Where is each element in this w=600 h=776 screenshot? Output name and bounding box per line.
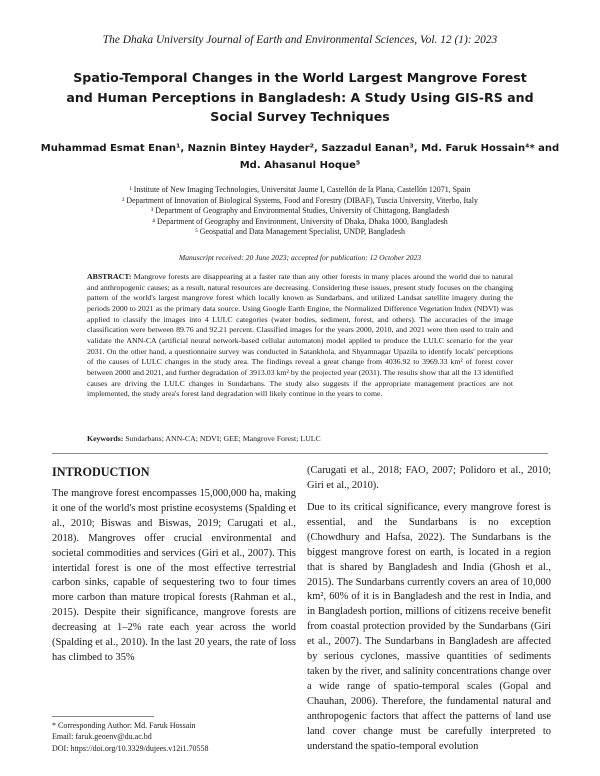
journal-header: The Dhaka University Journal of Earth and Environmental Sciences, Vol. 12 (1): 2023 <box>102 34 498 46</box>
affiliation-2: ² Department of Innovation of Biological Systems, Food and Forestry (DIBAF), Tuscia University, Viterbo, Italy <box>122 195 478 205</box>
footnote <box>52 720 302 754</box>
keywords-label: Keywords: <box>87 434 124 443</box>
corresponding-author: * Corresponding Author: Md. Faruk Hossain <box>52 721 196 730</box>
keywords <box>87 434 513 443</box>
section-divider <box>52 453 548 454</box>
section-heading-introduction: INTRODUCTION <box>52 465 150 479</box>
affiliation-3: ³ Department of Geography and Environmental Studies, University of Chittagong, Bangladesh <box>150 206 450 216</box>
abstract-text: Mangrove forests are disappearing at a faster rate than any other forests in many places around the world due to natural and anthropogenic causes; as a result, natural resources are decreasing. Considering these issues, present study focuses on the changing pattern of the world's largest mangrove forest which locally known as Sundarbans, and utilized Landsat satellite imagery during the periods 2000 to 2021 as the primary data source. Using Google Earth Engine, the Normalized Difference Vegetation Index (NDVI) was applied to classify the images into 4 LULC categories (water bodies, sediment, forest, and others). The accuracies of the image classification were between 89.76 and 92.21 percent. Classified images for the years 2000, 2010, and 2021 were then used to train and validate the ANN-CA (artificial neural network-based cellular automaton) model applied to produce the LULC scenario for the year 2031. On the other hand, a questionnaire survey was conducted in Satankhola, and Shyamnagar Upazila to identify locals' perceptions of the causes of LULC changes in the study area. The findings reveal a great change from 4036.92 to 3969.33 km² of forest cover between 2000 and 2021, and further degradation of 3913.03 km² by the projected year (2031). The results show that all the 13 identified causes are driving the LULC changes in Sundarbans. The study also suggests if the appropriate management practices are not implemented, the study area's forest land degradation will likely continue in the years to come. <box>87 272 513 399</box>
author-email: Email: faruk.geoenv@du.ac.bd <box>52 732 152 742</box>
affiliation-4: ⁴ Department of Geography and Environment, University of Dhaka, Dhaka 1000, Bangladesh <box>152 216 448 226</box>
affiliation-5: ⁵ Geospatial and Data Management Specialist, UNDP, Bangladesh <box>195 227 405 237</box>
keywords-text: Sundarbans; ANN-CA; NDVI; GEE; Mangrove Forest; LULC <box>123 434 321 443</box>
intro-left-column: The mangrove forest encompasses 15,000,000 ha, making it one of the world's most pristine ecosystems (Spalding et al., 2010; Biswas and Biswas, 2019; Carugati et al., 2018). Mangroves offer crucial environmental and societal commodities and services (Giri et al., 2007). This intertidal forest is one of the most effective terrestrial carbon sinks, capable of sequestering two to four times more carbon than mature tropical forests (Rahman et al., 2015). Despite their significance, mangrove forests are decreasing at 1–2% rate each year across the world (Spalding et al., 2010). In the last 20 years, the rate of loss has climbed to 35% <box>52 488 296 663</box>
author-list: Muhammad Esmat Enan¹, Naznin Bintey Hayder², Sazzadul Eanan³, Md. Faruk Hossain⁴* and Md. Ahasanul Hoque⁵ <box>40 143 560 171</box>
abstract-label: ABSTRACT: <box>87 272 132 281</box>
footnote-divider <box>52 716 154 717</box>
intro-right-column-paragraph: Due to its critical significance, every mangrove forest is essential, and the Sundarbans is no exception (Chowdhury and Hafsa, 2022). The Sundarbans is the biggest mangrove forest on earth, is located in a region that is shared by Bangladesh and India (Ghosh et al., 2015). The Sundarbans currently covers an area of 10,000 km², 60% of it is in Bangladesh and the rest in India, and in Bangladesh portion, millions of citizens receive benefit from coastal protection provided by the Sundarbans (Giri et al., 2007). The Sundarbans in Bangladesh are affected by serious cyclones, massive quantities of sediments taken by the river, and salinity concentrations change over a wide range of spatio-temporal scales (Gopal and Chauhan, 2006). Therefore, the fundamental natural and anthropogenic factors that affect the patterns of land use land cover change must be carefully interpreted to understand the spatio-temporal evolution <box>307 502 551 752</box>
affiliation-1: ¹ Institute of New Imaging Technologies, Universitat Jaume I, Castellón de la Plana, Castellón 12071, Spain <box>129 185 471 194</box>
paper-title: Spatio-Temporal Changes in the World Largest Mangrove Forest and Human Perceptions in Bangladesh: A Study Using GIS-RS and Social Survey Techniques <box>66 70 534 124</box>
affiliation-list <box>40 185 560 238</box>
doi-link[interactable]: DOI: https://doi.org/10.3329/dujees.v12i1.70558 <box>52 743 209 753</box>
manuscript-dates: Manuscript received: 20 June 2023; accepted for publication: 12 October 2023 <box>178 253 422 262</box>
intro-right-column-continuation: (Carugati et al., 2018; FAO, 2007; Polidoro et al., 2010; Giri et al., 2010). <box>307 465 551 491</box>
abstract <box>87 272 513 400</box>
